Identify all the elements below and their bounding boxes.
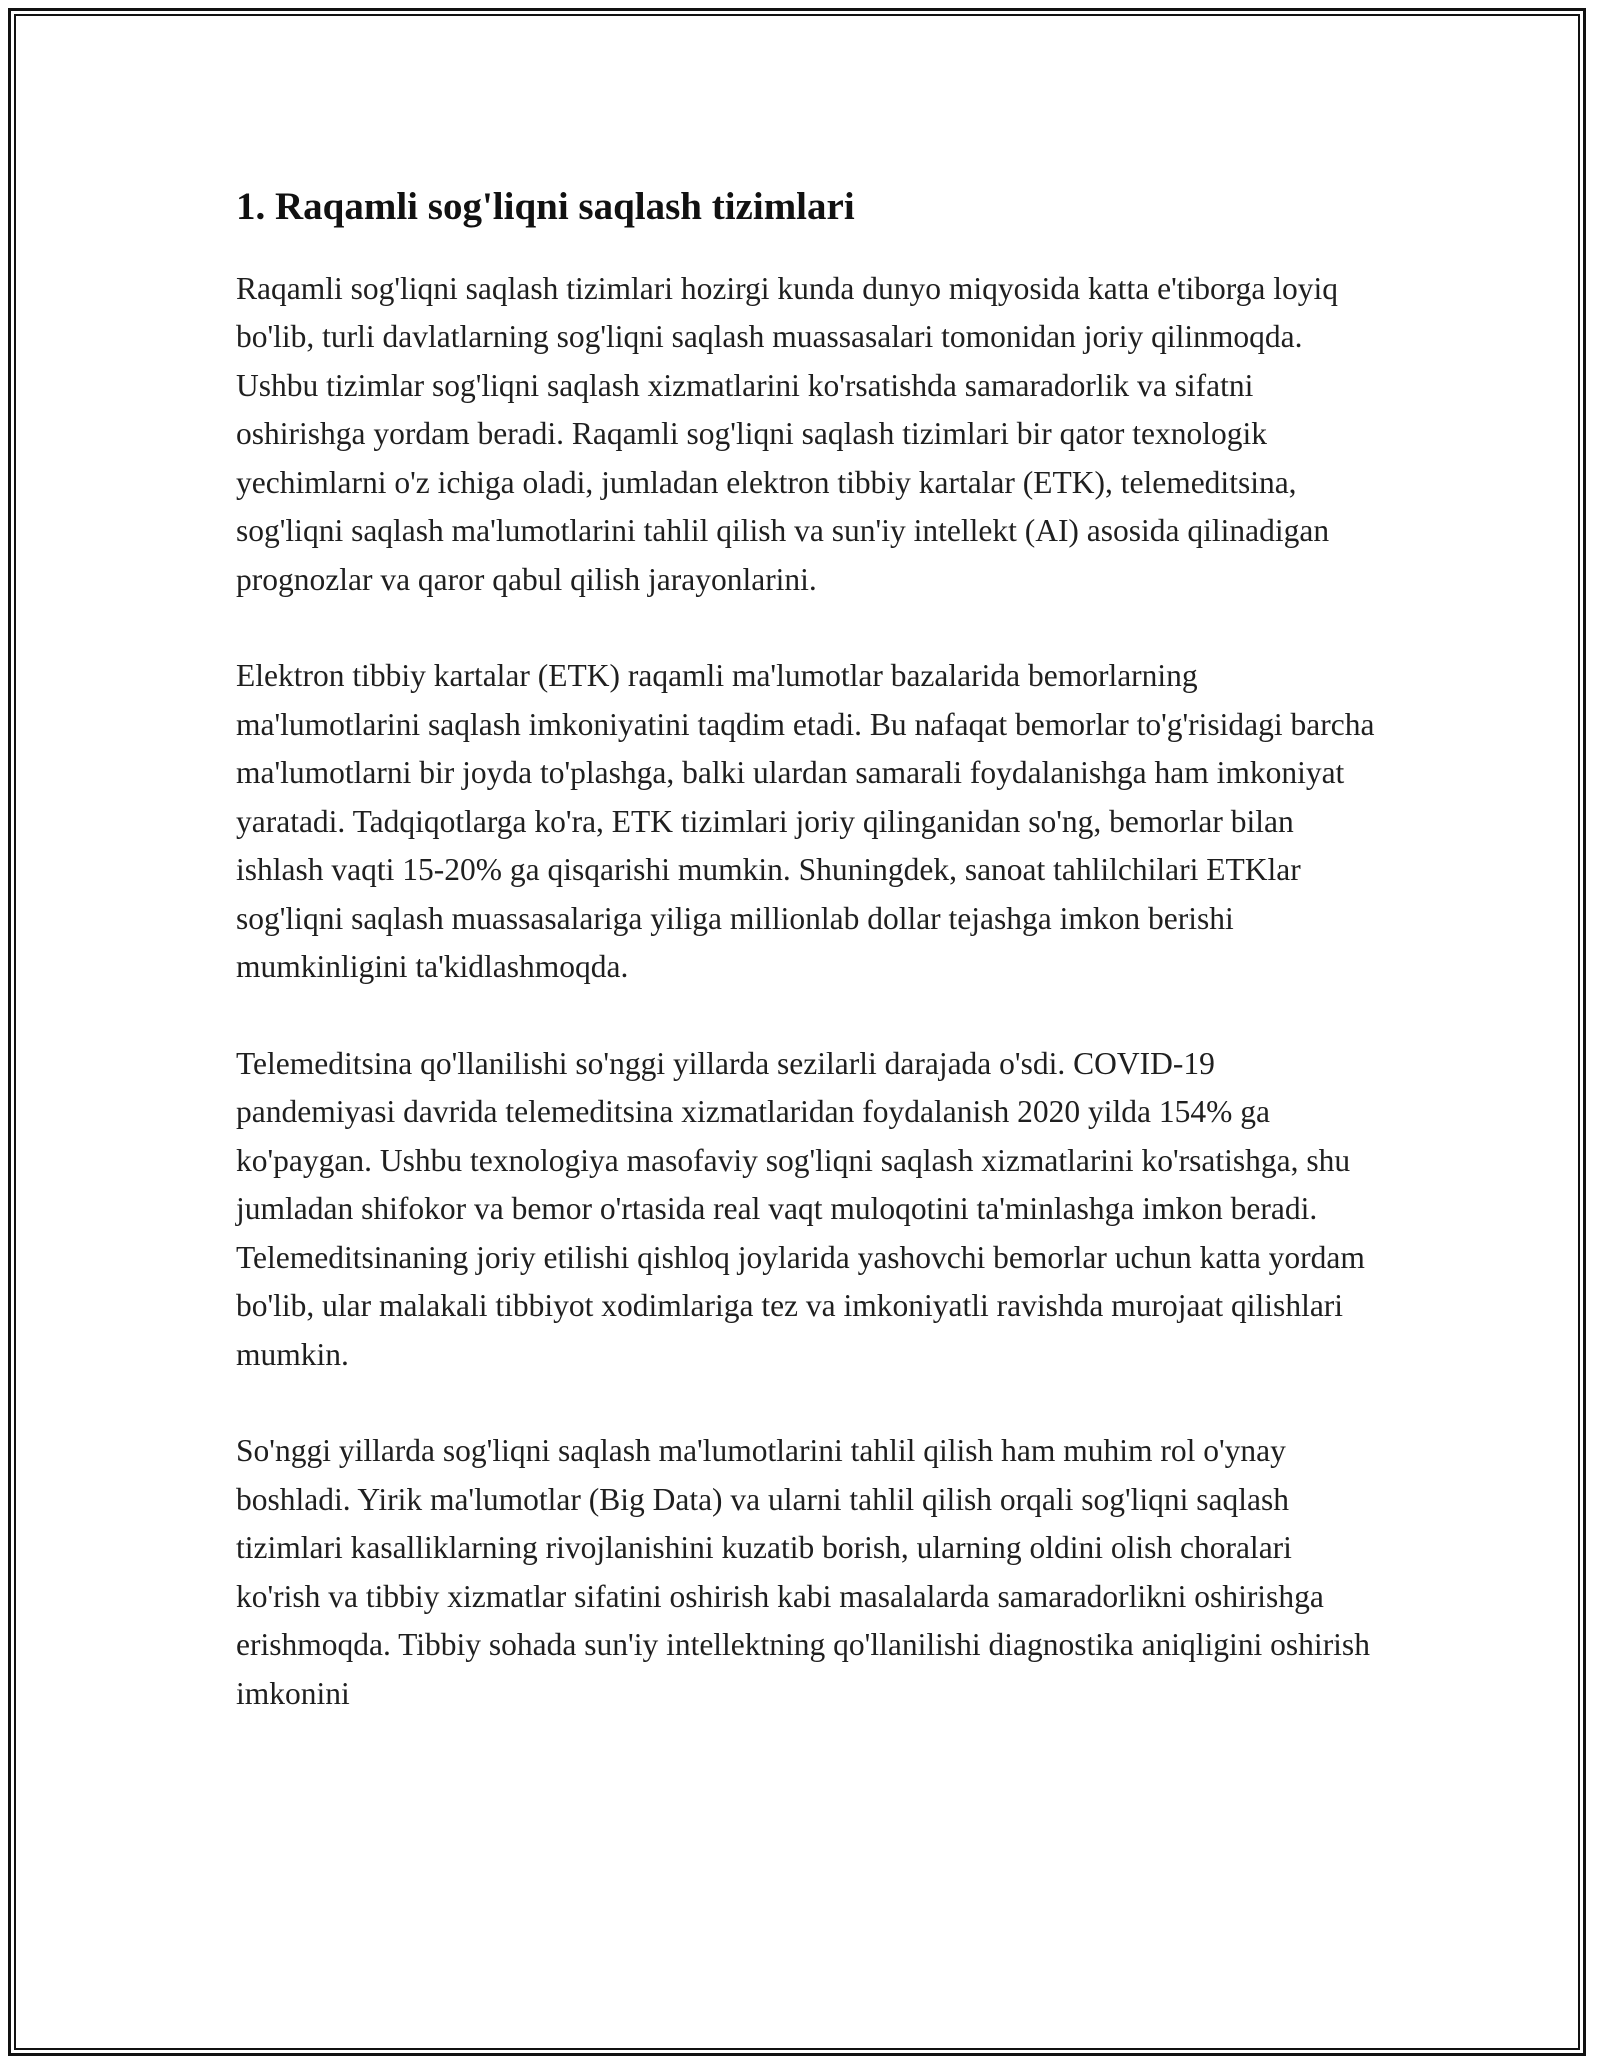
document-body bbox=[236, 180, 1376, 1766]
paragraph-electronic-medical-records: Elektron tibbiy kartalar (ETK) raqamli ma'lumotlar bazalarida bemorlarning ma'lumotlarini saqlash imkoniyatini taqdim etadi. Bu nafaqat bemorlar to'g'risidagi barcha ma'lumotlarni bir joyda to'plashga, balki ulardan samarali foydalanishga ham imkoniyat yaratadi. Tadqiqotlarga ko'ra, ETK tizimlari joriy qilinganidan so'ng, bemorlar bilan ishlash vaqti 15-20% ga qisqarishi mumkin. Shuningdek, sanoat tahlilchilari ETKlar sog'liqni saqlash muassasalariga yiliga millionlab dollar tejashga imkon berishi mumkinligini ta'kidlashmoqda. bbox=[236, 658, 1375, 985]
paragraph-telemedicine: Telemeditsina qo'llanilishi so'nggi yillarda sezilarli darajada o'sdi. COVID-19 pandemiyasi davrida telemeditsina xizmatlaridan foydalanish 2020 yilda 154% ga ko'paygan. Ushbu texnologiya masofaviy sog'liqni saqlash xizmatlarini ko'rsatishga, shu jumladan shifokor va bemor o'rtasida real vaqt muloqotini ta'minlashga imkon beradi. Telemeditsinaning joriy etilishi qishloq joylarida yashovchi bemorlar uchun katta yordam bo'lib, ular malakali tibbiyot xodimlariga tez va imkoniyatli ravishda murojaat qilishlari mumkin. bbox=[236, 1045, 1365, 1372]
paragraph-health-data-analysis: So'nggi yillarda sog'liqni saqlash ma'lumotlarini tahlil qilish ham muhim rol o'ynay boshladi. Yirik ma'lumotlar (Big Data) va ularni tahlil qilish orqali sog'liqni saqlash tizimlari kasalliklarning rivojlanishini kuzatib borish, ularning oldini olish choralari ko'rish va tibbiy xizmatlar sifatini oshirish kabi masalalarda samaradorlikni oshirishga erishmoqda. Tibbiy sohada sun'iy intellektning qo'llanilishi diagnostika aniqligini oshirish imkonini bbox=[236, 1433, 1370, 1711]
paragraph-digital-health-intro: Raqamli sog'liqni saqlash tizimlari hozirgi kunda dunyo miqyosida katta e'tiborga loyiq bo'lib, turli davlatlarning sog'liqni saqlash muassasalari tomonidan joriy qilinmoqda. Ushbu tizimlar sog'liqni saqlash xizmatlarini ko'rsatishda samaradorlik va sifatni oshirishga yordam beradi. Raqamli sog'liqni saqlash tizimlari bir qator texnologik yechimlarni o'z ichiga oladi, jumladan elektron tibbiy kartalar (ETK), telemeditsina, sog'liqni saqlash ma'lumotlarini tahlil qilish va sun'iy intellekt (AI) asosida qilinadigan prognozlar va qaror qabul qilish jarayonlarini. bbox=[236, 270, 1339, 597]
section-heading: 1. Raqamli sog'liqni saqlash tizimlari bbox=[236, 185, 855, 228]
